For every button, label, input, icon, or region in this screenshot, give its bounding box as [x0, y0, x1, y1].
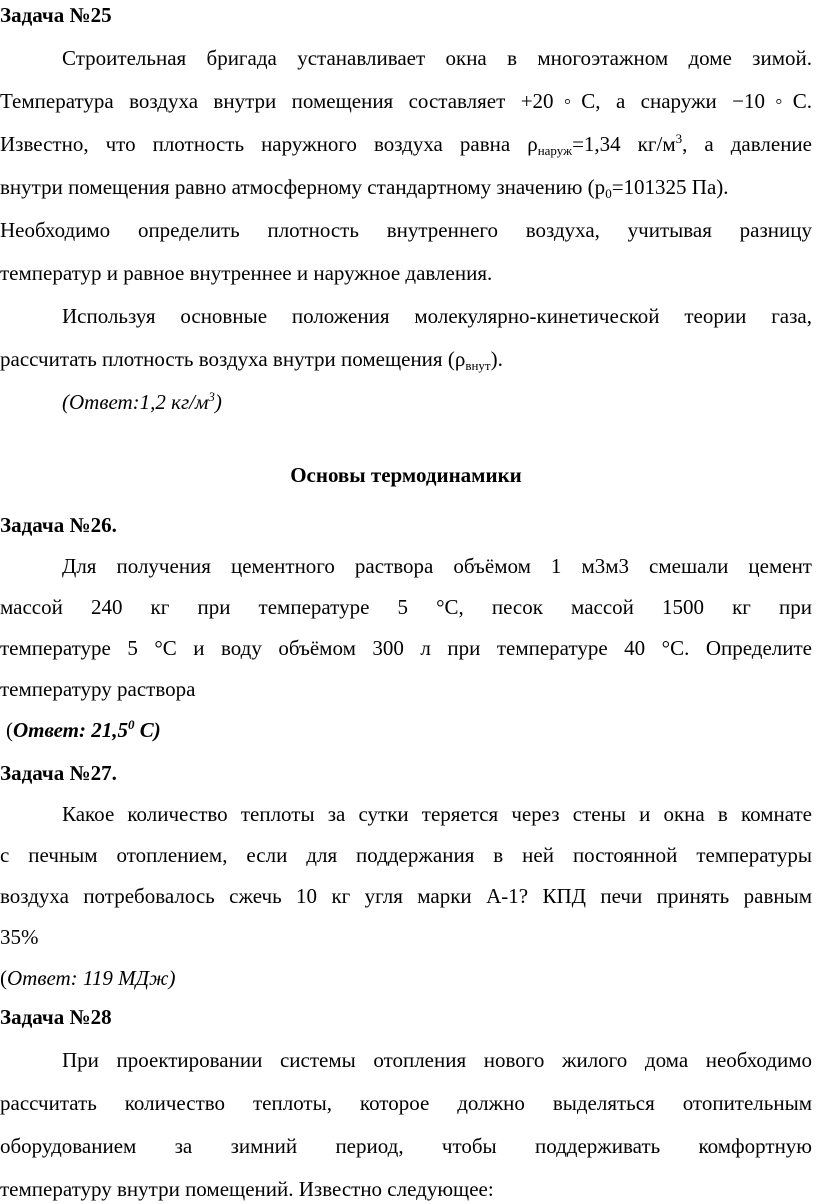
task26-line4: температуру раствора [0, 677, 196, 701]
task26-line2: массой 240 кг при температуре 5 °С, песок массой 1500 кг при [0, 595, 812, 619]
task27-line1: Какое количество теплоты за сутки теряется через стены и окна в комнате [62, 802, 812, 826]
task27-answer: (Ответ: 119 МДж) [0, 966, 176, 990]
task26-line1: Для получения цементного раствора объёмом 1 м3м3 смешали цемент [62, 554, 812, 578]
task25-p1-line6: температур и равное внутреннее и наружное давления. [0, 261, 493, 285]
task26-title: Задача №26. [0, 513, 117, 537]
task28-title: Задача №28 [0, 1005, 112, 1029]
task26-answer: (Ответ: 21,5$^0$ С) [6, 717, 161, 742]
task25-p1-line1: Строительная бригада устанавливает окна в многоэтажном доме зимой. [62, 46, 812, 70]
task25-p1-line2: Температура воздуха внутри помещения составляет +20◦С, а снаружи −10◦С. [0, 89, 812, 113]
task25-p1-line4: внутри помещения равно атмосферному стандартному значению ($p_0=101325$ Па). [0, 175, 729, 201]
task28-line4: температуру внутри помещений. Известно следующее: [0, 1177, 494, 1201]
task28-line3: оборудованием за зимний период, чтобы поддерживать комфортную [0, 1134, 812, 1158]
task27-line4: 35% [0, 925, 39, 949]
task26-line3: температуре 5 °С и воду объёмом 300 л при температуре 40 °С. Определите [0, 636, 812, 660]
task25-p2-line2: рассчитать плотность воздуха внутри помещения $(\rho_{внут})$. [0, 347, 503, 373]
task25-p1-line5: Необходимо определить плотность внутреннего воздуха, учитывая разницу [0, 218, 812, 242]
section-heading: Основы термодинамики [290, 463, 522, 487]
task25-p1-line3: Известно, что плотность наружного воздуха равна $\rho_{наруж}=1,34$ $кг/м^3$, а давление [0, 131, 812, 158]
task25-answer: (Ответ:1,2 $кг/м^3$) [62, 389, 222, 414]
task25-p2-line1: Используя основные положения молекулярно-кинетической теории газа, [62, 304, 812, 328]
task25-title: Задача №25 [0, 3, 112, 27]
task27-title: Задача №27. [0, 761, 117, 785]
task27-line3: воздуха потребовалось сжечь 10 кг угля марки А-1? КПД печи принять равным [0, 884, 812, 908]
task28-line2: рассчитать количество теплоты, которое должно выделяться отопительным [0, 1091, 812, 1115]
task27-line2: с печным отоплением, если для поддержания в ней постоянной температуры [0, 843, 812, 867]
task28-line1: При проектировании системы отопления нового жилого дома необходимо [62, 1048, 812, 1072]
